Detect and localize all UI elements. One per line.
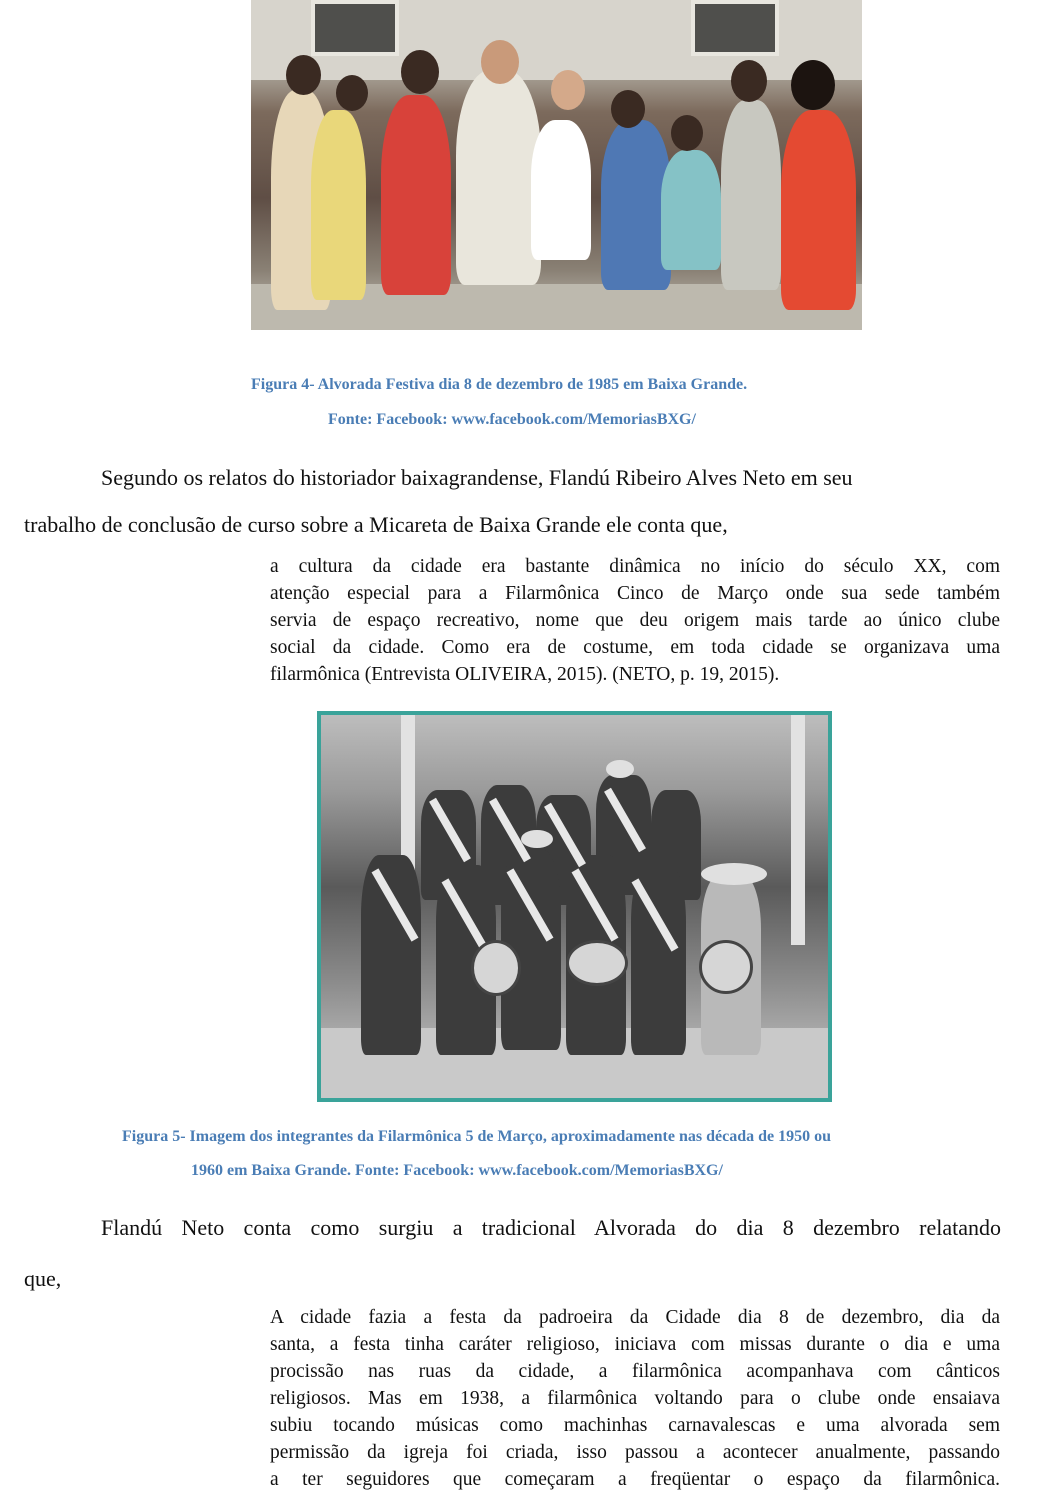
paragraph-2-line-1 [101,1213,1001,1243]
figure-4-caption-line-2: Fonte: Facebook: www.facebook.com/MemoriasBXG/ [328,411,696,428]
quote-2-line: subiu tocando músicas como machinhas carnavalescas e uma alvorada sem [270,1415,1000,1436]
quote-1-line: servia de espaço recreativo, nome que deu origem mais tarde ao único clube [270,610,1000,631]
quote-2-line: permissão da igreja foi criada, isso passou a acontecer anualmente, passando [270,1442,1000,1463]
figure-4-photo [251,0,862,330]
quote-2-line: procissão nas ruas da cidade, a filarmônica acompanhava com cânticos [270,1361,1000,1382]
paragraph-2-line-1-text: Flandú Neto conta como surgiu a tradicional Alvorada do dia 8 dezembro relatando [101,1215,1001,1240]
figure-5-photo [317,711,832,1102]
figure-5-caption-line-2: 1960 em Baixa Grande. Fonte: Facebook: www.facebook.com/MemoriasBXG/ [191,1162,723,1179]
quote-1-line: social da cidade. Como era de costume, em toda cidade se organizava uma [270,637,1000,658]
block-quote-1 [270,553,1000,688]
quote-2-line: santa, a festa tinha caráter religioso, iniciava com missas durante o dia e uma [270,1334,1000,1355]
block-quote-2 [270,1304,1000,1493]
quote-1-line: a cultura da cidade era bastante dinâmica no início do século XX, com [270,556,1000,577]
quote-2-line: religiosos. Mas em 1938, a filarmônica voltando para o clube onde ensaiava [270,1388,1000,1409]
quote-1-line: atenção especial para a Filarmônica Cinco de Março onde sua sede também [270,583,1000,604]
quote-1-line: filarmônica (Entrevista OLIVEIRA, 2015). (NETO, p. 19, 2015). [270,664,780,685]
paragraph-2-line-2: que, [24,1266,62,1291]
paragraph-1-line-1: Segundo os relatos do historiador baixagrandense, Flandú Ribeiro Alves Neto em seu [101,465,853,490]
figure-4-caption-line-1: Figura 4- Alvorada Festiva dia 8 de dezembro de 1985 em Baixa Grande. [251,376,748,393]
quote-2-line: A cidade fazia a festa da padroeira da Cidade dia 8 de dezembro, dia da [270,1307,1000,1328]
quote-2-line: a ter seguidores que começaram a freqüentar o espaço da filarmônica. [270,1469,1000,1490]
paragraph-1-line-2: trabalho de conclusão de curso sobre a Micareta de Baixa Grande ele conta que, [24,512,728,537]
figure-5-caption-line-1: Figura 5- Imagem dos integrantes da Filarmônica 5 de Março, aproximadamente nas década de 1950 ou [122,1128,831,1145]
